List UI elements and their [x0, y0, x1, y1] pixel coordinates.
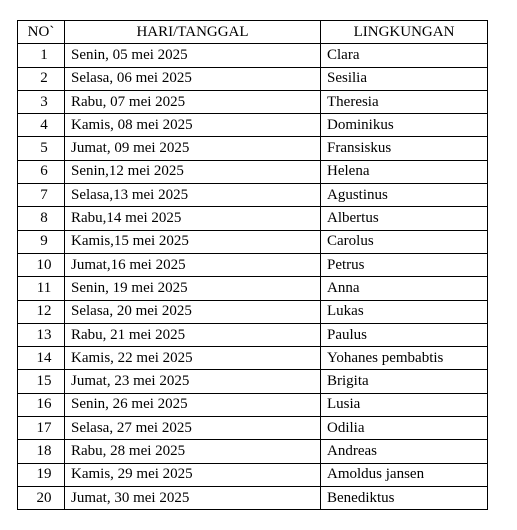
schedule-table — [17, 20, 488, 510]
row-environment-cell: Carolus — [321, 230, 488, 253]
row-environment-cell: Theresia — [321, 90, 488, 113]
table-row — [18, 160, 488, 183]
row-environment-cell: Brigita — [321, 370, 488, 393]
row-number-cell: 15 — [18, 370, 65, 393]
row-environment-cell: Benediktus — [321, 486, 488, 509]
row-date-cell: Rabu, 28 mei 2025 — [65, 440, 321, 463]
table-row — [18, 137, 488, 160]
row-number-cell: 7 — [18, 184, 65, 207]
row-environment-cell: Lusia — [321, 393, 488, 416]
row-date-cell: Rabu,14 mei 2025 — [65, 207, 321, 230]
table-row — [18, 277, 488, 300]
row-date-cell: Senin, 19 mei 2025 — [65, 277, 321, 300]
row-environment-cell: Andreas — [321, 440, 488, 463]
row-environment-cell: Amoldus jansen — [321, 463, 488, 486]
row-number-cell: 12 — [18, 300, 65, 323]
row-date-cell: Jumat, 23 mei 2025 — [65, 370, 321, 393]
table-row — [18, 300, 488, 323]
table-header — [18, 21, 488, 44]
row-number-cell: 16 — [18, 393, 65, 416]
table-row — [18, 323, 488, 346]
row-date-cell: Kamis, 08 mei 2025 — [65, 114, 321, 137]
row-number-cell: 14 — [18, 347, 65, 370]
table-body — [18, 44, 488, 510]
table-row — [18, 417, 488, 440]
row-environment-cell: Lukas — [321, 300, 488, 323]
row-date-cell: Jumat, 09 mei 2025 — [65, 137, 321, 160]
table-row — [18, 230, 488, 253]
header-date: HARI/TANGGAL — [65, 21, 321, 44]
header-no: NO` — [18, 21, 65, 44]
row-number-cell: 9 — [18, 230, 65, 253]
row-environment-cell: Petrus — [321, 253, 488, 276]
row-number-cell: 1 — [18, 44, 65, 67]
row-environment-cell: Agustinus — [321, 184, 488, 207]
table-row — [18, 347, 488, 370]
row-number-cell: 4 — [18, 114, 65, 137]
row-date-cell: Jumat, 30 mei 2025 — [65, 486, 321, 509]
row-number-cell: 5 — [18, 137, 65, 160]
table-row — [18, 486, 488, 509]
table-row — [18, 253, 488, 276]
table-row — [18, 184, 488, 207]
row-date-cell: Rabu, 07 mei 2025 — [65, 90, 321, 113]
row-date-cell: Senin,12 mei 2025 — [65, 160, 321, 183]
row-environment-cell: Odilia — [321, 417, 488, 440]
header-environment: LINGKUNGAN — [321, 21, 488, 44]
row-date-cell: Kamis,15 mei 2025 — [65, 230, 321, 253]
row-number-cell: 20 — [18, 486, 65, 509]
table-row — [18, 463, 488, 486]
table-row — [18, 90, 488, 113]
table-row — [18, 370, 488, 393]
row-date-cell: Kamis, 29 mei 2025 — [65, 463, 321, 486]
row-number-cell: 11 — [18, 277, 65, 300]
row-date-cell: Selasa,13 mei 2025 — [65, 184, 321, 207]
table-row — [18, 44, 488, 67]
row-date-cell: Kamis, 22 mei 2025 — [65, 347, 321, 370]
row-environment-cell: Paulus — [321, 323, 488, 346]
table-row — [18, 440, 488, 463]
row-environment-cell: Fransiskus — [321, 137, 488, 160]
row-date-cell: Selasa, 20 mei 2025 — [65, 300, 321, 323]
row-number-cell: 8 — [18, 207, 65, 230]
row-environment-cell: Clara — [321, 44, 488, 67]
row-date-cell: Selasa, 27 mei 2025 — [65, 417, 321, 440]
row-date-cell: Rabu, 21 mei 2025 — [65, 323, 321, 346]
row-environment-cell: Sesilia — [321, 67, 488, 90]
row-date-cell: Selasa, 06 mei 2025 — [65, 67, 321, 90]
table-row — [18, 67, 488, 90]
row-date-cell: Jumat,16 mei 2025 — [65, 253, 321, 276]
table-row — [18, 393, 488, 416]
row-environment-cell: Dominikus — [321, 114, 488, 137]
row-number-cell: 13 — [18, 323, 65, 346]
row-number-cell: 10 — [18, 253, 65, 276]
row-number-cell: 19 — [18, 463, 65, 486]
row-number-cell: 18 — [18, 440, 65, 463]
table-row — [18, 114, 488, 137]
row-number-cell: 6 — [18, 160, 65, 183]
row-number-cell: 2 — [18, 67, 65, 90]
row-number-cell: 3 — [18, 90, 65, 113]
row-environment-cell: Yohanes pembabtis — [321, 347, 488, 370]
row-date-cell: Senin, 26 mei 2025 — [65, 393, 321, 416]
row-environment-cell: Anna — [321, 277, 488, 300]
row-environment-cell: Albertus — [321, 207, 488, 230]
row-number-cell: 17 — [18, 417, 65, 440]
table-row — [18, 207, 488, 230]
row-environment-cell: Helena — [321, 160, 488, 183]
header-row — [18, 21, 488, 44]
row-date-cell: Senin, 05 mei 2025 — [65, 44, 321, 67]
